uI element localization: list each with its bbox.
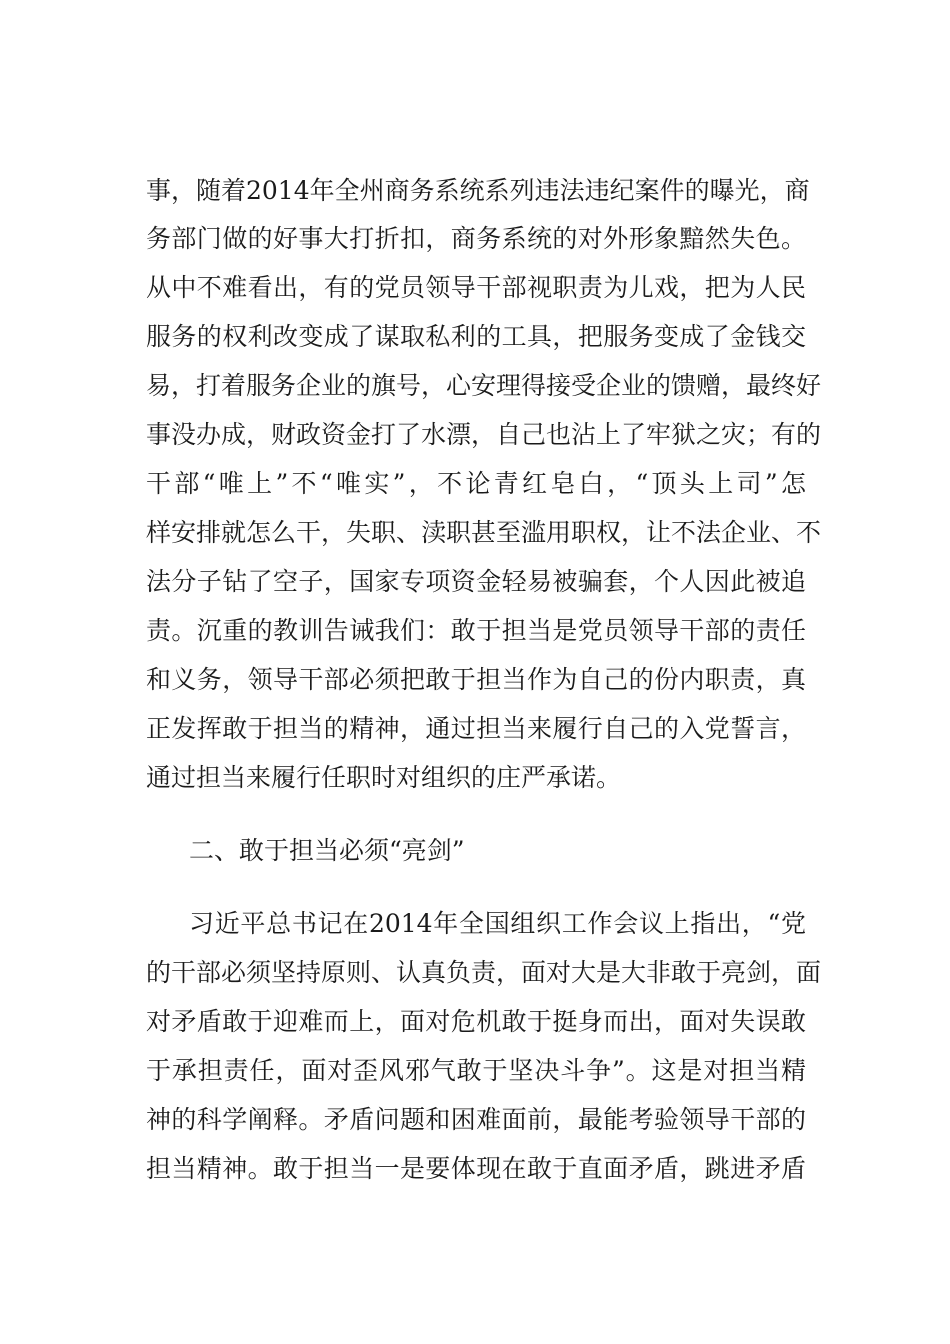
section-heading: 二、敢于担当必须“亮剑” [189, 836, 465, 865]
text-line: 于承担责任，面对歪风邪气敢于坚决斗争”。这是对担当精 [146, 1056, 806, 1085]
text-line: 神的科学阐释。矛盾问题和困难面前，最能考验领导干部的 [146, 1105, 806, 1134]
text-line: 对矛盾敢于迎难而上，面对危机敢于挺身而出，面对失误敢 [146, 1007, 806, 1036]
text-line: 干部“唯上”不“唯实”，不论青红皂白，“顶头上司”怎 [146, 469, 806, 498]
text-line: 法分子钻了空子，国家专项资金轻易被骗套，个人因此被追 [146, 567, 806, 596]
text-line: 正发挥敢于担当的精神，通过担当来履行自己的入党誓言， [146, 714, 806, 743]
text-line: 通过担当来履行任职时对组织的庄严承诺。 [146, 763, 622, 792]
text-line: 担当精神。敢于担当一是要体现在敢于直面矛盾，跳进矛盾 [146, 1154, 806, 1183]
text-line: 服务的权利改变成了谋取私利的工具，把服务变成了金钱交 [146, 322, 806, 351]
text-line: 的干部必须坚持原则、认真负责，面对大是大非敢于亮剑，面 [146, 958, 822, 987]
text-line: 从中不难看出，有的党员领导干部视职责为儿戏，把为人民 [146, 273, 806, 302]
text-line: 习近平总书记在2014年全国组织工作会议上指出，“党 [189, 909, 806, 938]
text-line: 易，打着服务企业的旗号，心安理得接受企业的馈赠，最终好 [146, 371, 822, 400]
text-line: 样安排就怎么干，失职、渎职甚至滥用职权，让不法企业、不 [146, 518, 822, 547]
text-line: 事没办成，财政资金打了水漂，自己也沾上了牢狱之灾；有的 [146, 420, 822, 449]
text-line: 事，随着2014年全州商务系统系列违法违纪案件的曝光，商 [146, 176, 810, 205]
text-line: 和义务，领导干部必须把敢于担当作为自己的份内职责，真 [146, 665, 806, 694]
text-line: 务部门做的好事大打折扣，商务系统的对外形象黯然失色。 [146, 224, 806, 253]
text-line: 责。沉重的教训告诫我们：敢于担当是党员领导干部的责任 [146, 616, 806, 645]
